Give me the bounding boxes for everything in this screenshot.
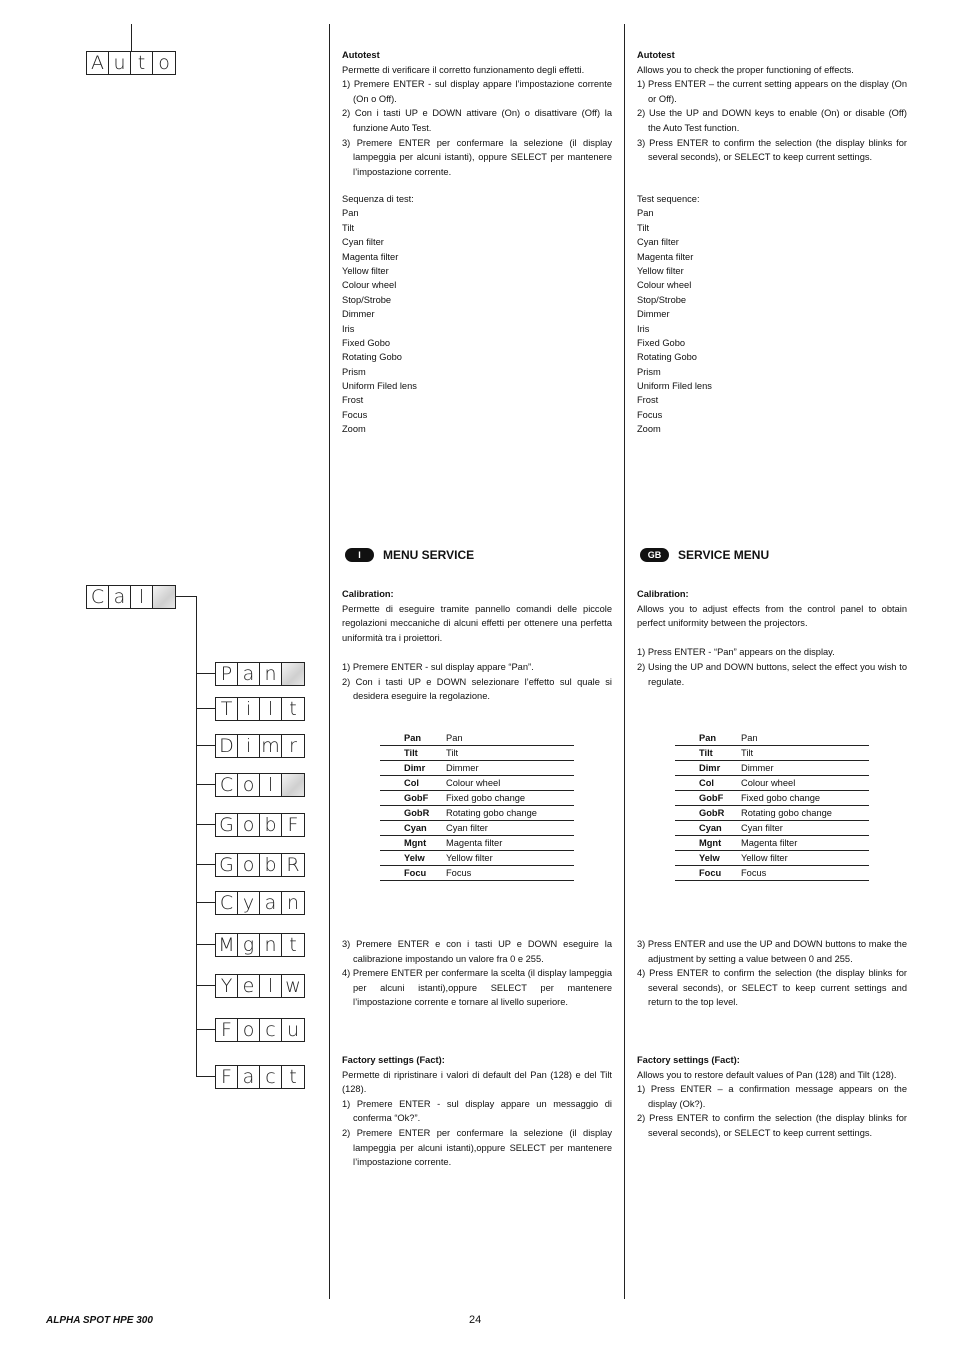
en-autotest-title: Autotest <box>637 50 675 60</box>
submenu-display <box>215 853 305 877</box>
en-calibration-step: 1) Press ENTER - “Pan” appears on the display. <box>637 647 835 658</box>
display-char: u <box>109 52 131 74</box>
tree-branch <box>196 985 215 986</box>
table-code: GobR <box>675 806 741 821</box>
display-char: w <box>285 974 301 997</box>
sequence-item: Prism <box>637 366 661 377</box>
en-autotest-step: 3) Press ENTER to confirm the selection (the display blinks for several seconds), or SELECT to keep current settings. <box>637 137 907 163</box>
it-factory-step: 2) Premere ENTER per confermare la selezione (il display lampeggia per alcuni istanti),oppure SELECT per mantenere l’impostazione corrente. <box>342 1127 612 1168</box>
table-description: Pan <box>446 731 574 746</box>
en-calibration-intro: Allows you to adjust effects from the control panel to obtain perfect uniformity between the projectors. <box>637 603 907 629</box>
it-factory-title: Factory settings (Fact): <box>342 1055 445 1065</box>
submenu-display <box>215 933 305 957</box>
table-description: Tilt <box>446 746 574 761</box>
display-char: t <box>289 697 297 720</box>
sequence-item: Rotating Gobo <box>342 352 402 363</box>
table-description: Cyan filter <box>741 821 869 836</box>
it-calibration-title: Calibration: <box>342 589 394 599</box>
display-char: c <box>260 1019 282 1041</box>
display-char: G <box>216 814 238 836</box>
table-description: Pan <box>741 731 869 746</box>
it-autotest-step: 3) Premere ENTER per confermare la selezione (il display lampeggia per alcuni istanti), oppure SELECT per mantenere l’impostazione corrente. <box>342 137 612 177</box>
display-char: u <box>286 1018 300 1041</box>
table-row <box>675 836 869 851</box>
tree-branch <box>196 673 215 674</box>
en-language-badge: GB <box>640 548 669 562</box>
table-row <box>380 821 574 836</box>
display-char: m <box>260 735 282 757</box>
footer-product-name: ALPHA SPOT HPE 300 <box>46 1315 153 1326</box>
en-autotest-intro: Allows you to check the proper functioning of effects. <box>637 64 854 75</box>
it-factory <box>342 1053 612 1170</box>
display-char: D <box>216 735 238 757</box>
en-calibration-step: 2) Using the UP and DOWN buttons, select the effect you wish to regulate. <box>637 661 907 687</box>
sequence-item: Stop/Strobe <box>342 294 392 305</box>
table-code: Focu <box>380 866 446 881</box>
table-description: Focus <box>741 866 869 881</box>
it-calibration-step: 1) Premere ENTER - sul display appare “Pan”. <box>342 661 534 672</box>
display-char: o <box>238 774 260 796</box>
sequence-item: Uniform Filed lens <box>637 381 712 392</box>
tree-trunk <box>196 596 197 1077</box>
sequence-item: Pan <box>342 208 359 219</box>
it-section-title: MENU SERVICE <box>383 548 475 562</box>
sequence-item: Tilt <box>637 222 650 233</box>
it-calibration-steps2 <box>342 937 612 1010</box>
display-char: o <box>238 1019 260 1041</box>
table-code: Mgnt <box>675 836 741 851</box>
tree-branch <box>196 824 215 825</box>
table-description: Magenta filter <box>446 836 574 851</box>
display-char: T <box>216 698 238 720</box>
display-char <box>282 663 304 685</box>
it-language-badge: I <box>345 548 374 562</box>
table-row <box>380 731 574 746</box>
display-char: l <box>131 586 153 608</box>
table-row <box>380 866 574 881</box>
display-char: n <box>260 663 282 685</box>
table-code: GobR <box>380 806 446 821</box>
table-code: Pan <box>380 731 446 746</box>
table-row <box>675 866 869 881</box>
it-autotest-step: 2) Con i tasti UP e DOWN attivare (On) o disattivare (Off) la funzione Auto Test. <box>342 108 612 133</box>
display-char <box>282 774 304 796</box>
sequence-item: Frost <box>342 395 364 406</box>
en-sequence-title: Test sequence: <box>637 194 700 204</box>
table-row <box>675 791 869 806</box>
display-char: A <box>87 52 109 74</box>
display-char: a <box>238 663 260 685</box>
table-code: Yelw <box>380 851 446 866</box>
it-autotest-title: Autotest <box>342 50 380 60</box>
display-char: n <box>286 891 300 914</box>
display-char: b <box>260 814 282 836</box>
table-row <box>675 731 869 746</box>
table-description: Colour wheel <box>741 776 869 791</box>
table-description: Rotating gobo change <box>741 806 869 821</box>
auto-display <box>86 51 176 75</box>
table-row <box>380 806 574 821</box>
table-code: Cyan <box>675 821 741 836</box>
table-code: GobF <box>380 791 446 806</box>
sequence-item: Uniform Filed lens <box>342 381 417 392</box>
tree-branch <box>196 708 215 709</box>
table-code: Focu <box>675 866 741 881</box>
cal-connector <box>176 596 196 597</box>
sequence-item: Rotating Gobo <box>637 352 697 363</box>
table-row <box>675 746 869 761</box>
table-description: Dimmer <box>741 761 869 776</box>
en-calibration-table <box>675 731 869 881</box>
sequence-item: Magenta filter <box>637 251 694 262</box>
table-code: Col <box>380 776 446 791</box>
en-factory-step: 1) Press ENTER – a confirmation message appears on the display (Ok?). <box>637 1084 907 1109</box>
tree-branch <box>196 1029 215 1030</box>
en-factory <box>637 1053 907 1141</box>
tree-branch <box>196 944 215 945</box>
en-autotest-step: 2) Use the UP and DOWN keys to enable (On) or disable (Off) the Auto Test function. <box>637 108 907 133</box>
table-description: Dimmer <box>446 761 574 776</box>
table-code: Tilt <box>675 746 741 761</box>
table-description: Fixed gobo change <box>741 791 869 806</box>
table-description: Focus <box>446 866 574 881</box>
en-calibration-step: 4) Press ENTER to confirm the selection (the display blinks for several seconds), or SELECT to keep current settings and return to the top level. <box>637 968 907 1008</box>
display-char: a <box>238 1066 260 1088</box>
it-autotest-step: 1) Premere ENTER - sul display appare l’impostazione corrente (On o Off). <box>342 79 612 104</box>
sequence-item: Frost <box>637 395 659 406</box>
it-section-heading <box>345 548 474 562</box>
table-row <box>380 791 574 806</box>
it-calibration-intro: Permette di eseguire tramite pannello comandi delle piccole regolazioni meccaniche di alcuni effetti per ottenere una perfetta uniformità tra i proiettori. <box>342 603 612 643</box>
sequence-item: Stop/Strobe <box>637 294 687 305</box>
sequence-item: Magenta filter <box>342 251 399 262</box>
display-char: P <box>216 663 238 685</box>
display-char: r <box>289 734 297 757</box>
it-calibration-step: 3) Premere ENTER e con i tasti UP e DOWN eseguire la calibrazione impostando un valore fra 0 e 255. <box>342 939 612 964</box>
column-divider-left <box>329 24 330 1299</box>
sequence-item: Focus <box>637 409 663 420</box>
table-code: Dimr <box>675 761 741 776</box>
page-number: 24 <box>469 1314 482 1326</box>
tree-branch <box>196 784 215 785</box>
display-char: i <box>238 735 260 757</box>
it-calibration <box>342 587 612 704</box>
sequence-item: Pan <box>637 208 654 219</box>
display-char: i <box>238 698 260 720</box>
table-row <box>675 821 869 836</box>
display-char: o <box>238 814 260 836</box>
sequence-item: Focus <box>342 409 368 420</box>
display-char: g <box>238 934 260 956</box>
display-char: C <box>87 586 109 608</box>
display-char: C <box>216 774 238 796</box>
en-calibration-title: Calibration: <box>637 589 689 599</box>
it-calibration-step: 2) Con i tasti UP e DOWN selezionare l’effetto sul quale si desidera eseguire la regolazione. <box>342 676 612 702</box>
tree-branch <box>196 745 215 746</box>
tree-branch <box>196 1076 215 1077</box>
it-factory-step: 1) Premere ENTER - sul display appare un messaggio di conferma “Ok?”. <box>342 1098 612 1124</box>
display-char: t <box>289 933 297 956</box>
sequence-item: Tilt <box>342 222 355 233</box>
display-char: M <box>216 934 238 956</box>
table-description: Fixed gobo change <box>446 791 574 806</box>
table-description: Tilt <box>741 746 869 761</box>
sequence-item: Fixed Gobo <box>342 337 391 348</box>
display-char: b <box>260 854 282 876</box>
table-description: Yellow filter <box>446 851 574 866</box>
submenu-display <box>215 734 305 758</box>
submenu-display <box>215 1018 305 1042</box>
display-char: l <box>260 975 282 997</box>
auto-connector <box>131 24 132 51</box>
column-divider-right <box>624 24 625 1299</box>
en-factory-title: Factory settings (Fact): <box>637 1055 740 1065</box>
table-row <box>380 851 574 866</box>
table-row <box>380 776 574 791</box>
display-char: o <box>238 854 260 876</box>
en-factory-intro: Allows you to restore default values of Pan (128) and Tilt (128). <box>637 1069 897 1080</box>
submenu-display <box>215 773 305 797</box>
en-factory-step: 2) Press ENTER to confirm the selection (the display blinks for several seconds), or SELECT to keep current settings. <box>637 1113 907 1138</box>
it-calibration-step: 4) Premere ENTER per confermare la scelta (il display lampeggia per alcuni istanti),oppure SELECT per mantenere l’impostazione corrente e tornare al livello superiore. <box>342 968 612 1008</box>
submenu-display <box>215 1065 305 1089</box>
sequence-item: Dimmer <box>342 309 375 320</box>
it-sequence <box>342 192 612 437</box>
display-char: a <box>109 586 131 608</box>
display-char: c <box>260 1066 282 1088</box>
sequence-item: Iris <box>342 323 355 334</box>
table-description: Rotating gobo change <box>446 806 574 821</box>
sequence-item: Colour wheel <box>342 280 397 291</box>
en-calibration <box>637 587 907 689</box>
sequence-item: Fixed Gobo <box>637 337 686 348</box>
it-calibration-table <box>380 731 574 881</box>
it-sequence-title: Sequenza di test: <box>342 194 414 204</box>
table-row <box>380 746 574 761</box>
en-section-title: SERVICE MENU <box>678 548 770 562</box>
table-row <box>675 761 869 776</box>
display-char: l <box>260 698 282 720</box>
sequence-item: Cyan filter <box>637 237 679 248</box>
tree-branch <box>196 902 215 903</box>
table-row <box>675 776 869 791</box>
table-row <box>380 836 574 851</box>
cal-display <box>86 585 176 609</box>
display-char: a <box>260 892 282 914</box>
sequence-item: Yellow filter <box>342 265 389 276</box>
sequence-item: Colour wheel <box>637 280 692 291</box>
display-char: e <box>238 975 260 997</box>
display-char: o <box>158 51 170 74</box>
display-char: y <box>238 892 260 914</box>
tree-branch <box>196 864 215 865</box>
it-autotest-intro: Permette di verificare il corretto funzionamento degli effetti. <box>342 64 585 75</box>
submenu-display <box>215 974 305 998</box>
display-char: G <box>216 854 238 876</box>
en-autotest <box>637 48 907 165</box>
display-char: F <box>216 1066 238 1088</box>
submenu-display <box>215 891 305 915</box>
display-char: R <box>286 853 300 876</box>
display-char: C <box>216 892 238 914</box>
submenu-display <box>215 662 305 686</box>
it-autotest <box>342 48 612 179</box>
sequence-item: Yellow filter <box>637 265 684 276</box>
table-code: Pan <box>675 731 741 746</box>
table-description: Magenta filter <box>741 836 869 851</box>
sequence-item: Zoom <box>637 424 661 435</box>
table-code: Col <box>675 776 741 791</box>
it-factory-intro: Permette di ripristinare i valori di default del Pan (128) e del Tilt (128). <box>342 1069 612 1095</box>
sequence-item: Prism <box>342 366 366 377</box>
table-row <box>675 851 869 866</box>
table-description: Cyan filter <box>446 821 574 836</box>
display-char: Y <box>216 975 238 997</box>
display-char: F <box>287 813 299 836</box>
display-char: t <box>289 1065 297 1088</box>
en-sequence <box>637 192 907 437</box>
display-char: n <box>260 934 282 956</box>
table-code: Tilt <box>380 746 446 761</box>
table-code: Dimr <box>380 761 446 776</box>
sequence-item: Iris <box>637 323 650 334</box>
display-char: l <box>260 774 282 796</box>
sequence-item: Dimmer <box>637 309 670 320</box>
display-char: t <box>131 52 153 74</box>
table-row <box>380 761 574 776</box>
table-description: Colour wheel <box>446 776 574 791</box>
display-char: F <box>216 1019 238 1041</box>
sequence-item: Cyan filter <box>342 237 384 248</box>
submenu-display <box>215 697 305 721</box>
table-code: Cyan <box>380 821 446 836</box>
en-calibration-step: 3) Press ENTER and use the UP and DOWN buttons to make the adjustment by setting a value between 0 and 255. <box>637 939 907 964</box>
table-code: Mgnt <box>380 836 446 851</box>
sequence-item: Zoom <box>342 424 366 435</box>
en-calibration-steps2 <box>637 937 907 1010</box>
table-description: Yellow filter <box>741 851 869 866</box>
display-char <box>153 586 175 608</box>
table-row <box>675 806 869 821</box>
table-code: GobF <box>675 791 741 806</box>
en-section-heading <box>640 548 769 562</box>
en-autotest-step: 1) Press ENTER – the current setting appears on the display (On or Off). <box>637 79 907 104</box>
submenu-display <box>215 813 305 837</box>
table-code: Yelw <box>675 851 741 866</box>
